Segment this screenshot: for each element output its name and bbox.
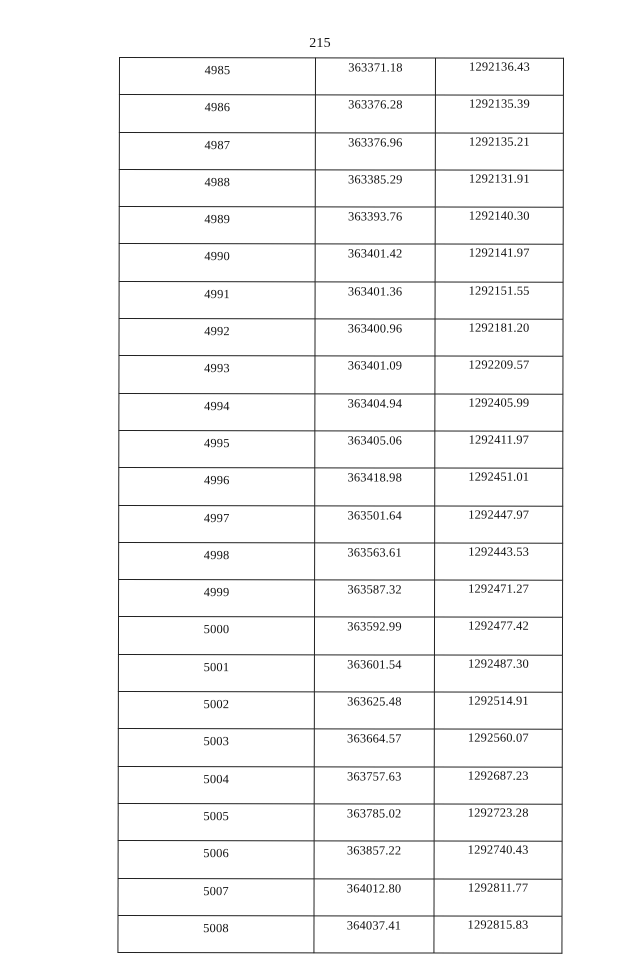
table-row: [119, 580, 563, 618]
point-number-cell: 5005: [118, 803, 314, 841]
y-coordinate-cell: 1292405.99: [435, 394, 563, 432]
y-coordinate-cell: 1292411.97: [435, 431, 563, 469]
y-coordinate-cell: 1292136.43: [435, 58, 563, 96]
table-row: [118, 841, 562, 879]
table-row: [119, 393, 563, 431]
table-row: [119, 244, 563, 282]
table-row: [118, 915, 562, 953]
y-coordinate-cell: 1292471.27: [435, 580, 563, 618]
table-row: [119, 468, 563, 506]
point-number-cell: 4991: [119, 281, 315, 319]
x-coordinate-cell: 364012.80: [314, 878, 434, 916]
x-coordinate-cell: 363401.09: [315, 356, 435, 394]
point-number-cell: 4986: [119, 95, 315, 133]
point-number-cell: 4997: [119, 505, 315, 543]
table-row: [118, 692, 562, 730]
table-row: [118, 803, 562, 841]
point-number-cell: 4995: [119, 430, 315, 468]
x-coordinate-cell: 363857.22: [314, 841, 434, 879]
y-coordinate-cell: 1292447.97: [435, 506, 563, 544]
y-coordinate-cell: 1292487.30: [434, 655, 562, 693]
table-row: [118, 617, 562, 655]
point-number-cell: 4987: [119, 132, 315, 170]
x-coordinate-cell: 363418.98: [315, 468, 435, 506]
y-coordinate-cell: 1292740.43: [434, 841, 562, 879]
x-coordinate-cell: 363563.61: [315, 543, 435, 581]
point-number-cell: 4992: [119, 319, 315, 357]
table-row: [118, 654, 562, 692]
y-coordinate-cell: 1292135.21: [435, 133, 563, 171]
y-coordinate-cell: 1292723.28: [434, 804, 562, 842]
point-number-cell: 4989: [119, 207, 315, 245]
y-coordinate-cell: 1292135.39: [435, 95, 563, 133]
table-row: [119, 58, 563, 96]
coordinates-table: [117, 57, 564, 954]
point-number-cell: 4988: [119, 169, 315, 207]
table-row: [118, 729, 562, 767]
y-coordinate-cell: 1292181.20: [435, 319, 563, 357]
x-coordinate-cell: 363404.94: [315, 394, 435, 432]
point-number-cell: 5000: [118, 617, 314, 655]
point-number-cell: 4994: [119, 393, 315, 431]
table-body: [118, 58, 564, 954]
point-number-cell: 4993: [119, 356, 315, 394]
y-coordinate-cell: 1292815.83: [434, 916, 562, 954]
y-coordinate-cell: 1292141.97: [435, 245, 563, 283]
table-row: [119, 542, 563, 580]
y-coordinate-cell: 1292209.57: [435, 356, 563, 394]
x-coordinate-cell: 363401.36: [315, 282, 435, 320]
table-row: [119, 319, 563, 357]
point-number-cell: 4998: [119, 542, 315, 580]
x-coordinate-cell: 363376.28: [315, 95, 435, 133]
x-coordinate-cell: 364037.41: [314, 916, 434, 954]
x-coordinate-cell: 363405.06: [315, 431, 435, 469]
y-coordinate-cell: 1292477.42: [434, 618, 562, 656]
point-number-cell: 5002: [118, 692, 314, 730]
y-coordinate-cell: 1292451.01: [435, 468, 563, 506]
x-coordinate-cell: 363400.96: [315, 319, 435, 357]
point-number-cell: 4999: [119, 580, 315, 618]
y-coordinate-cell: 1292151.55: [435, 282, 563, 320]
x-coordinate-cell: 363587.32: [315, 580, 435, 618]
y-coordinate-cell: 1292811.77: [434, 879, 562, 917]
y-coordinate-cell: 1292560.07: [434, 729, 562, 767]
y-coordinate-cell: 1292140.30: [435, 207, 563, 245]
point-number-cell: 5007: [118, 878, 314, 916]
x-coordinate-cell: 363385.29: [315, 170, 435, 208]
x-coordinate-cell: 363501.64: [315, 505, 435, 543]
x-coordinate-cell: 363625.48: [314, 692, 434, 730]
table-row: [119, 505, 563, 543]
y-coordinate-cell: 1292131.91: [435, 170, 563, 208]
table-row: [119, 169, 563, 207]
table-row: [118, 878, 562, 916]
point-number-cell: 5001: [118, 654, 314, 692]
x-coordinate-cell: 363757.63: [314, 766, 434, 804]
x-coordinate-cell: 363393.76: [315, 207, 435, 245]
table-row: [118, 766, 562, 804]
y-coordinate-cell: 1292687.23: [434, 767, 562, 805]
x-coordinate-cell: 363785.02: [314, 804, 434, 842]
point-number-cell: 5003: [118, 729, 314, 767]
x-coordinate-cell: 363371.18: [315, 58, 435, 96]
y-coordinate-cell: 1292443.53: [435, 543, 563, 581]
table-row: [119, 207, 563, 245]
x-coordinate-cell: 363601.54: [314, 655, 434, 693]
table-row: [119, 95, 563, 133]
point-number-cell: 5008: [118, 915, 314, 953]
table-row: [119, 430, 563, 468]
x-coordinate-cell: 363664.57: [314, 729, 434, 767]
x-coordinate-cell: 363592.99: [314, 617, 434, 655]
point-number-cell: 4985: [119, 58, 315, 96]
point-number-cell: 4996: [119, 468, 315, 506]
table-row: [119, 356, 563, 394]
y-coordinate-cell: 1292514.91: [434, 692, 562, 730]
point-number-cell: 4990: [119, 244, 315, 282]
table-row: [119, 132, 563, 170]
table-row: [119, 281, 563, 319]
point-number-cell: 5004: [118, 766, 314, 804]
page-number: 215: [309, 36, 331, 51]
x-coordinate-cell: 363376.96: [315, 132, 435, 170]
x-coordinate-cell: 363401.42: [315, 244, 435, 282]
point-number-cell: 5006: [118, 841, 314, 879]
